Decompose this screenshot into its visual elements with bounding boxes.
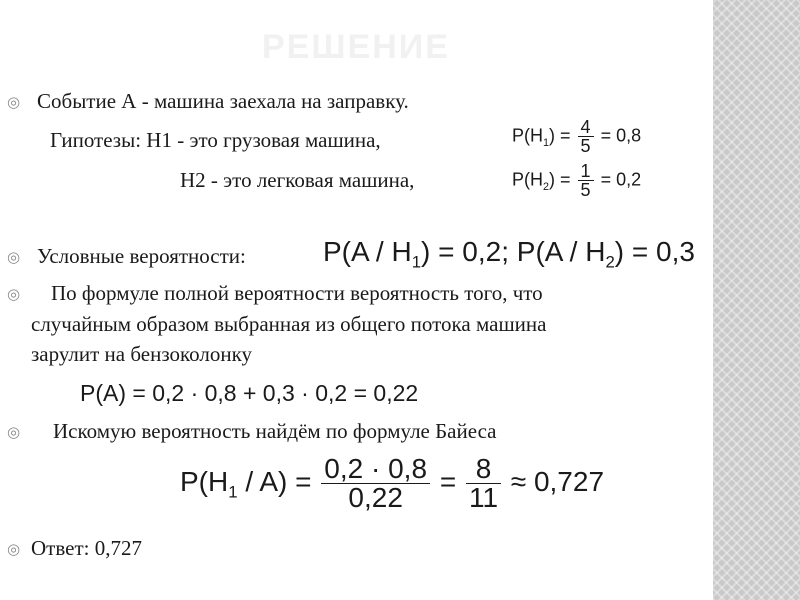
formula-total-probability: P(A) = 0,2 · 0,8 + 0,3 · 0,2 = 0,22 xyxy=(80,380,419,406)
slide-title: РЕШЕНИЕ xyxy=(262,28,450,66)
hypothesis-1-text: Гипотезы: Н1 - это грузовая машина, xyxy=(50,128,381,152)
event-text: Событие А - машина заехала на заправку. xyxy=(37,89,409,113)
total-probability-text-2: случайным образом выбранная из общего потока машина xyxy=(31,312,547,336)
bullet-icon: ◎ xyxy=(7,248,21,266)
decorative-side-stripe xyxy=(713,0,800,600)
bullet-icon: ◎ xyxy=(7,93,21,111)
conditional-probabilities-text: Условные вероятности: xyxy=(37,244,246,268)
answer-text: Ответ: 0,727 xyxy=(31,536,142,560)
bullet-icon: ◎ xyxy=(7,423,21,441)
bullet-icon: ◎ xyxy=(7,540,21,558)
bayes-text: Искомую вероятность найдём по формуле Байеса xyxy=(53,419,497,443)
formula-bayes: $P(H_1 / A)$ = $\frac{0,2 \cdot 0,8}{0,22}$ = $\frac{8}{11}$ ≈ 0,727 xyxy=(180,453,605,513)
hypothesis-2-text: Н2 - это легковая машина, xyxy=(180,168,415,192)
formula-p-h2: $P(H_2)$ = $\frac{1}{5}$ = 0,2 xyxy=(512,161,642,200)
total-probability-text-3: зарулит на бензоколонку xyxy=(31,342,252,366)
bullet-icon: ◎ xyxy=(7,285,21,303)
formula-conditional: $P(A / H_1) = 0,2$; $P(A / H_2) = 0,3$ xyxy=(323,236,695,272)
total-probability-text-1: По формуле полной вероятности вероятность того, что xyxy=(51,281,543,305)
formula-p-h1: $P(H_1)$ = $\frac{4}{5}$ = 0,8 xyxy=(512,117,642,156)
